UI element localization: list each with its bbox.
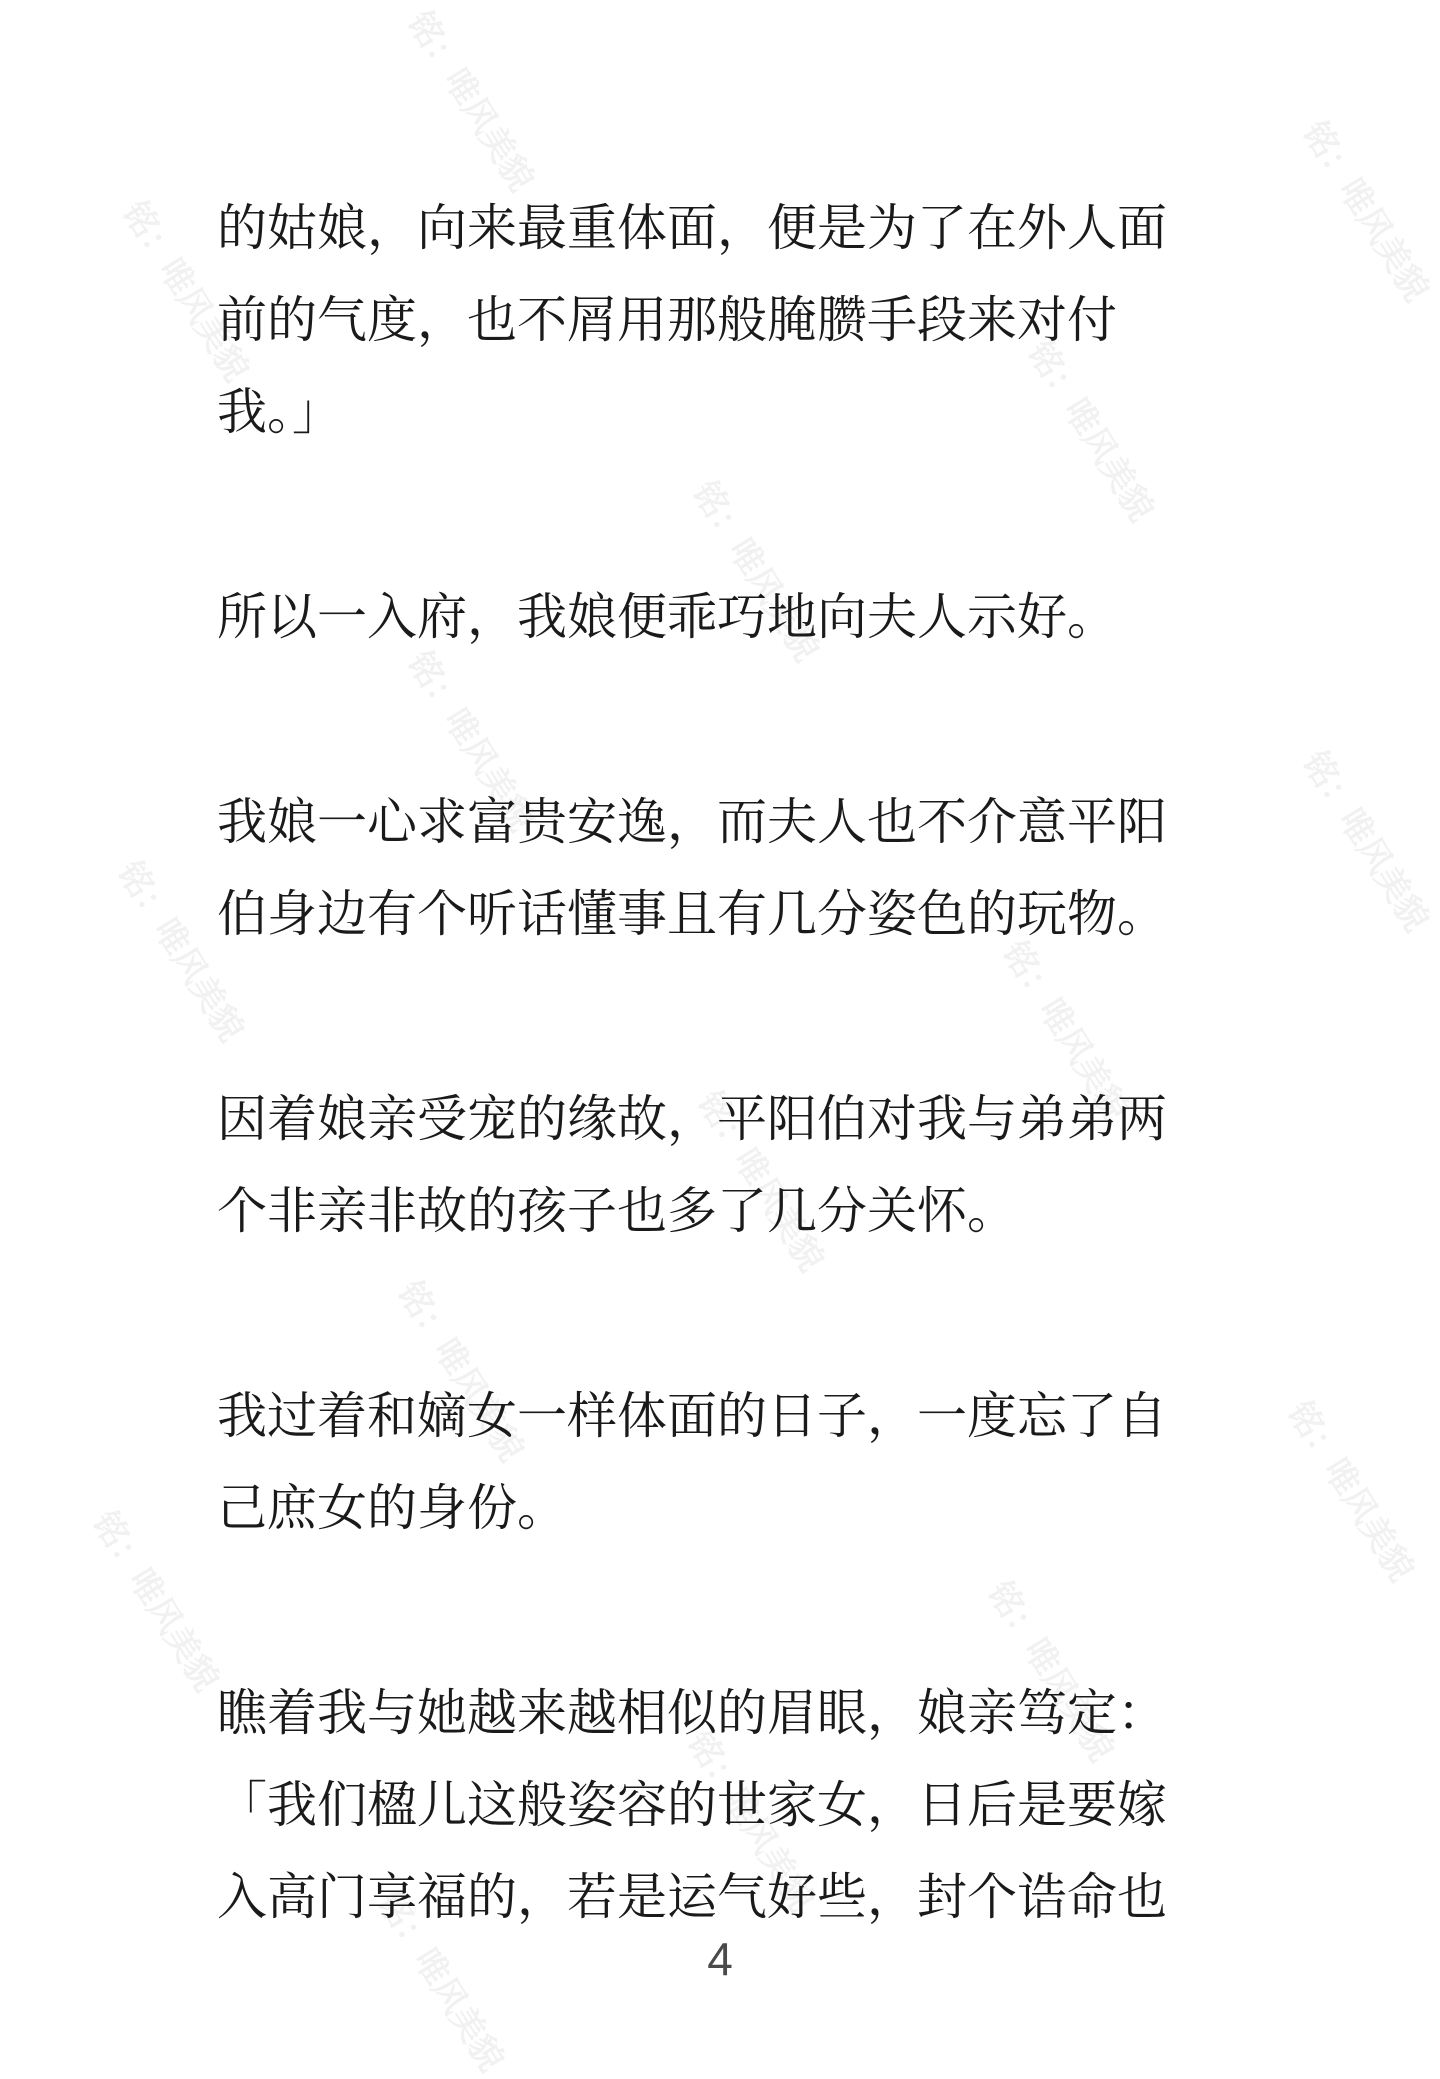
- page-number: 4: [707, 1933, 733, 1985]
- paragraph-3: [217, 776, 1223, 960]
- text-line: 「我们楹儿这般姿容的世家女，日后是要嫁: [217, 1776, 1167, 1834]
- text-line: 所以一入府，我娘便乖巧地向夫人示好。: [217, 588, 1117, 646]
- text-line: 前的气度，也不屑用那般腌臜手段来对付: [217, 291, 1117, 349]
- watermark: 铭：唯风美貌: [109, 854, 252, 1049]
- text-line: 瞧着我与她越来越相似的眉眼，娘亲笃定：: [217, 1684, 1167, 1742]
- watermark: 铭：唯风美貌: [369, 1884, 512, 2079]
- paragraph-4: [217, 1073, 1223, 1257]
- watermark: 铭：唯风美貌: [114, 194, 257, 389]
- paragraph-5: [217, 1370, 1223, 1554]
- watermark: 铭：唯风美貌: [1019, 334, 1162, 529]
- watermark: 铭：唯风美貌: [979, 1574, 1122, 1769]
- text-line: 入高门享福的，若是运气好些，封个诰命也: [217, 1868, 1167, 1926]
- watermark: 铭：唯风美貌: [1279, 1394, 1422, 1589]
- paragraph-2: [217, 571, 1223, 663]
- watermark: 铭：唯风美貌: [1294, 744, 1437, 939]
- text-line: 我。」: [217, 383, 342, 441]
- text-line: 个非亲非故的孩子也多了几分关怀。: [217, 1182, 1017, 1240]
- watermark: 铭：唯风美貌: [399, 4, 542, 199]
- watermark: 铭：唯风美貌: [994, 934, 1137, 1129]
- text-line: 我过着和嫡女一样体面的日子，一度忘了自: [217, 1387, 1167, 1445]
- paragraph-6: [217, 1667, 1223, 1943]
- text-line: 因着娘亲受宠的缘故，平阳伯对我与弟弟两: [217, 1090, 1167, 1148]
- text-line: 的姑娘，向来最重体面，便是为了在外人面: [217, 199, 1167, 257]
- watermark: 铭：唯风美貌: [84, 1504, 227, 1699]
- watermark: 铭：唯风美貌: [1294, 114, 1437, 309]
- text-line: 我娘一心求富贵安逸，而夫人也不介意平阳: [217, 793, 1167, 851]
- body-text: [217, 182, 1223, 1943]
- text-line: 伯身边有个听话懂事且有几分姿色的玩物。: [217, 885, 1167, 943]
- text-line: 己庶女的身份。: [217, 1479, 567, 1537]
- paragraph-1: [217, 182, 1223, 458]
- watermark: 铭：唯风美貌: [389, 1274, 532, 1469]
- watermark: 铭：唯风美貌: [679, 1724, 822, 1919]
- watermark: 铭：唯风美貌: [399, 644, 542, 839]
- watermark: 铭：唯风美貌: [684, 474, 827, 669]
- watermark: 铭：唯风美貌: [689, 1084, 832, 1279]
